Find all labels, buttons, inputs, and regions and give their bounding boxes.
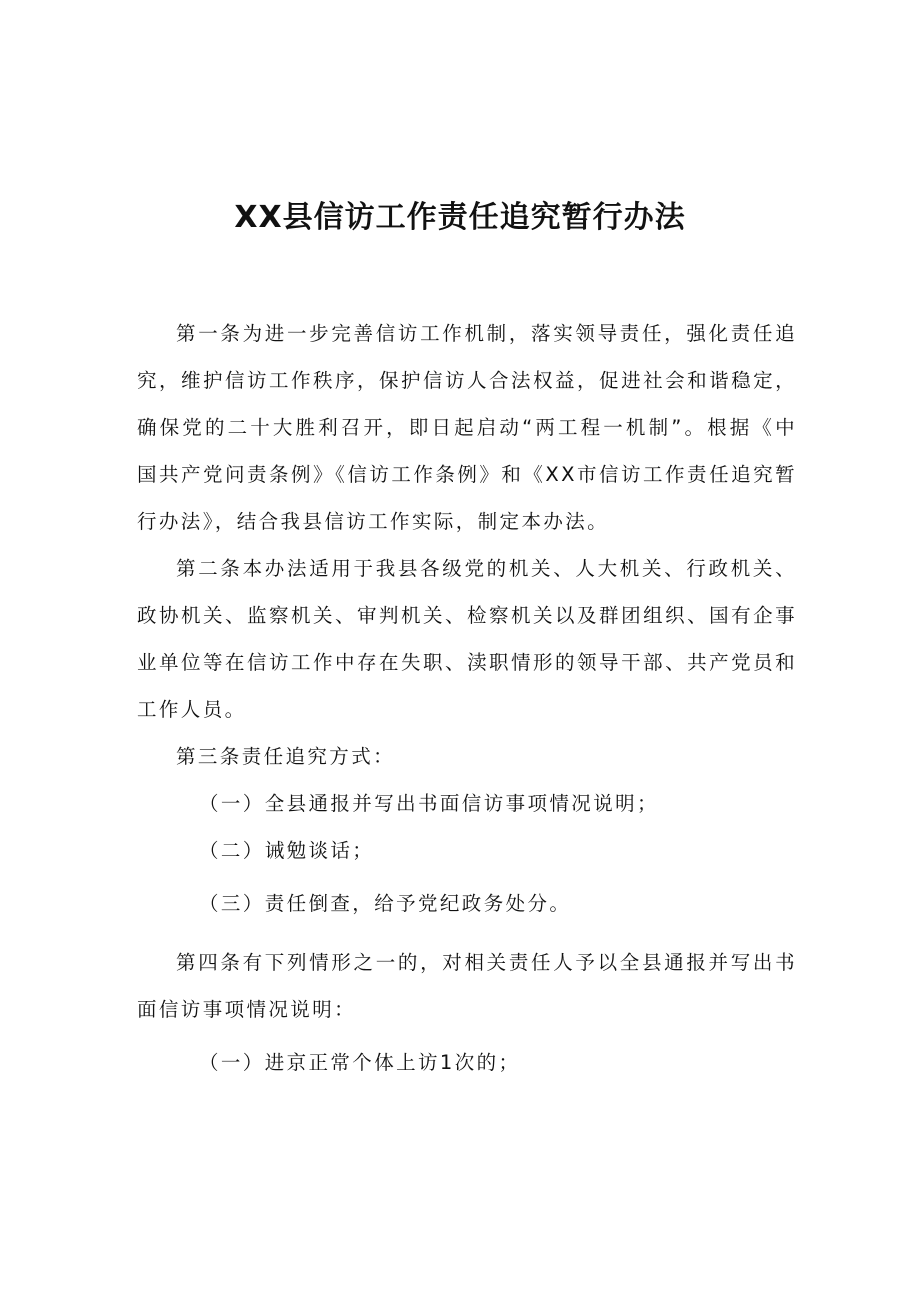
- article-3-heading: 第三条责任追究方式：: [176, 745, 396, 768]
- article-2: 第二条本办法适用于我县各级党的机关、人大机关、行政机关、政协机关、监察机关、审判机关、检察机关以及群团组织、国有企事业单位等在信访工作中存在失职、渎职情形的领导干部、共产党员和工作人员。: [137, 557, 797, 721]
- article-3-item-2: （二）诫勉谈话；: [199, 839, 375, 862]
- spacer: [137, 927, 797, 939]
- document-title: XX县信访工作责任追究暂行办法: [234, 200, 686, 236]
- article-1: 第一条为进一步完善信访工作机制，落实领导责任，强化责任追究，维护信访工作秩序，保护信访人合法权益，促进社会和谐稳定，确保党的二十大胜利召开，即日起启动“两工程一机制”。根据《中国共产党问责条例》《信访工作条例》和《XX市信访工作责任追究暂行办法》，结合我县信访工作实际，制定本办法。: [137, 322, 797, 533]
- article-3-item-3: （三）责任倒查，给予党纪政务处分。: [199, 892, 572, 915]
- article-4: 第四条有下列情形之一的，对相关责任人予以全县通报并写出书面信访事项情况说明：: [137, 951, 797, 1021]
- article-3-item-1: （一）全县通报并写出书面信访事项情况说明；: [199, 792, 659, 815]
- article-4-item-1: （一）进京正常个体上访1次的；: [199, 1051, 521, 1074]
- document-body: [137, 310, 797, 1086]
